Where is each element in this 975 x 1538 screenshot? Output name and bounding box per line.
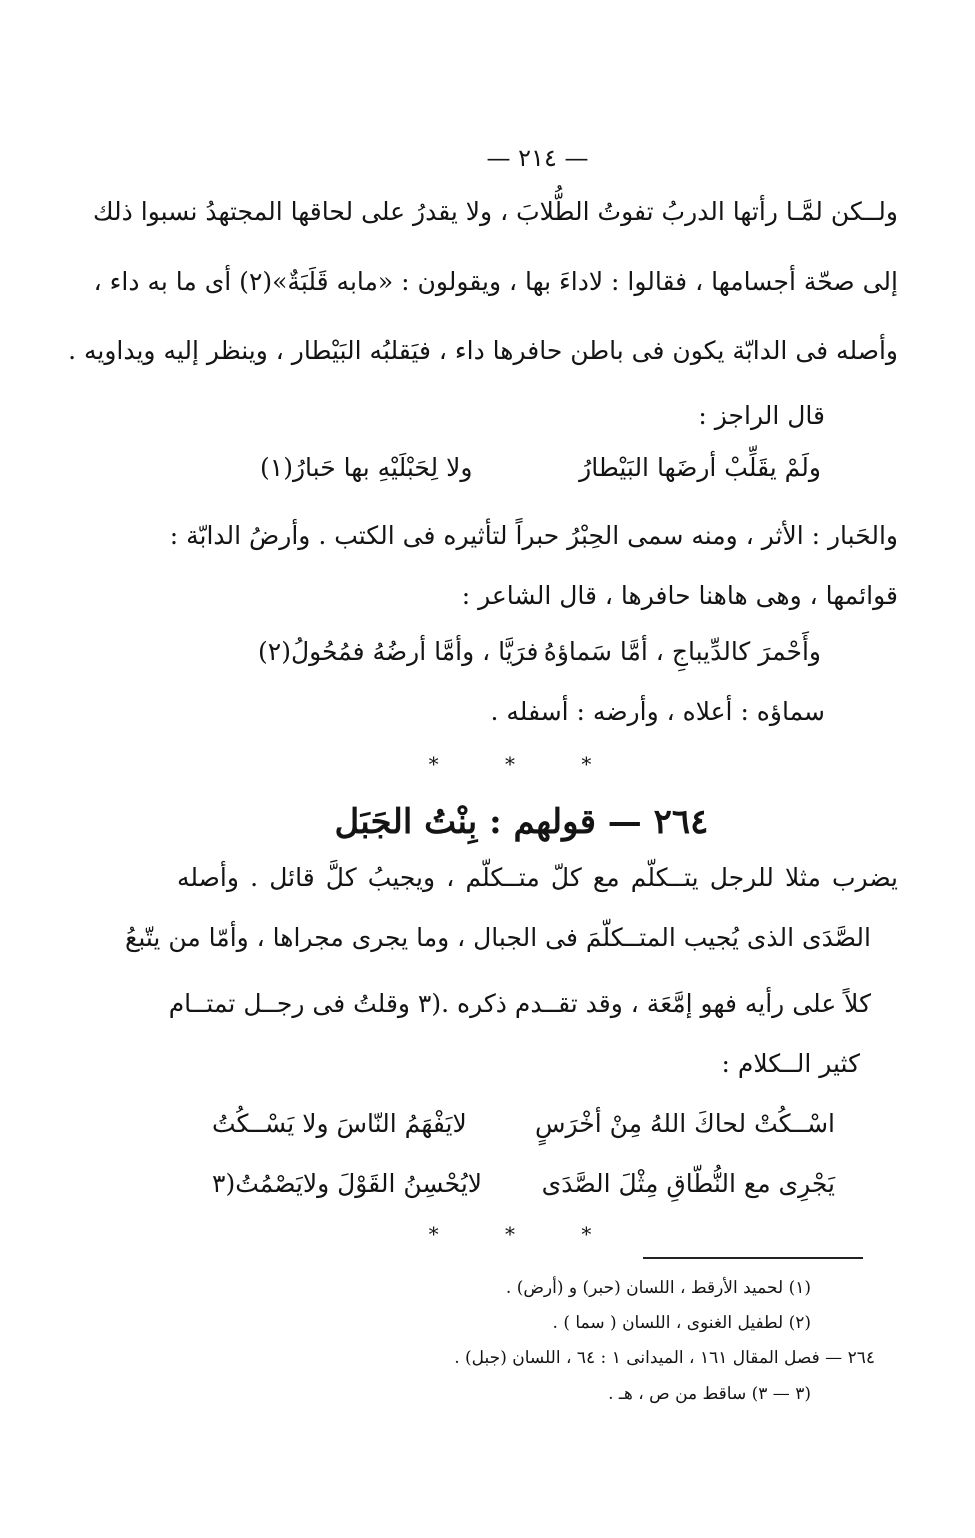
paragraph-line: قوائمها ، وهى هاهنا حافرها ، قال الشاعر :	[461, 581, 898, 610]
section-separator: * * *	[428, 752, 622, 776]
paragraph-line: وأصله فى الدابّة يكون فى باطن حافرها داء ، فيَقلبُه البَيْطار ، وينظر إليه ويداويه .	[68, 336, 898, 365]
gloss-line: سماؤه : أعلاه ، وأرضه : أسفله .	[490, 697, 825, 726]
page-number: — ٢١٤ —	[486, 144, 589, 172]
verse-hemistich-left: لايُحْسِنُ القَوْلَ ولايَصْمُتُ(٣	[212, 1169, 483, 1198]
paragraph-line: كثير الــكلام :	[721, 1049, 860, 1078]
verse-hemistich-right: اسْــكُتْ لحاكَ اللهُ مِنْ أخْرَسٍ	[534, 1109, 835, 1138]
paragraph-line: الصَّدَى الذى يُجيب المتــكلّمَ فى الجبال ، وما يجرى مجراها ، وأمّا من يتّبعُ	[125, 923, 871, 952]
footnote-rule	[643, 1257, 863, 1259]
verse-hemistich-left: فرَيَّا ، وأمَّا أرضُهُ فمُحُولُ(٢)	[258, 637, 539, 666]
verse-hemistich-right: يَجْرِى مع النُّطّاقِ مِثْلَ الصَّدَى	[541, 1169, 835, 1198]
paragraph-line: كلاً على رأيه فهو إمَّعَة ، وقد تقــدم ذكره .(٣ وقلتُ فى رجــل تمتــام	[168, 989, 871, 1018]
footnote: (٢) لطفيل الغنوى ، اللسان ( سما ) .	[552, 1313, 811, 1333]
paragraph-line: والحَبار : الأثر ، ومنه سمى الحِبْرُ حبراً لتأثيره فى الكتب . وأرضُ الدابّة :	[169, 521, 898, 550]
verse-hemistich-left: لايَفْهَمُ النّاسَ ولا يَسْــكُتُ	[212, 1109, 467, 1138]
paragraph-line: قال الراجز :	[698, 401, 825, 430]
footnote: (١) لحميد الأرقط ، اللسان (حبر) و (أرض) .	[505, 1278, 811, 1298]
paragraph-line: ولــكن لمَّـا رأتها الدربُ تفوتُ الطُّلابَ ، ولا يقدرُ على لحاقها المجتهدُ نسبوا ذلك	[92, 197, 898, 226]
verse-hemistich-right: وأَحْمرَ كالدِّيباجِ ، أمَّا سَماؤهُ	[543, 637, 821, 666]
verse-hemistich-left: ولا لِحَبْلَيْهِ بها حَبارُ(١)	[260, 453, 473, 482]
paragraph-line: إلى صحّة أجسامها ، فقالوا : لاداءَ بها ، ويقولون : «مابه قَلَبَةٌ»(٢) أى ما به داء ،	[93, 267, 898, 296]
section-separator: * * *	[428, 1222, 622, 1246]
verse-hemistich-right: ولَمْ يقَلِّبْ أرضَها البَيْطارُ	[579, 453, 821, 482]
paragraph-line: يضرب مثلا للرجل يتــكلّم مع كلّ متــكلّم ، ويجيبُ كلَّ قائل . وأصله	[177, 863, 898, 892]
section-heading: ٢٦٤ — قولهم : بِنْتُ الجَبَل	[334, 802, 709, 842]
footnote: ٢٦٤ — فصل المقال ١٦١ ، الميدانى ١ : ٦٤ ، اللسان (جبل) .	[454, 1348, 875, 1368]
footnote: (٣ — ٣) ساقط من ص ، هـ .	[608, 1384, 811, 1404]
